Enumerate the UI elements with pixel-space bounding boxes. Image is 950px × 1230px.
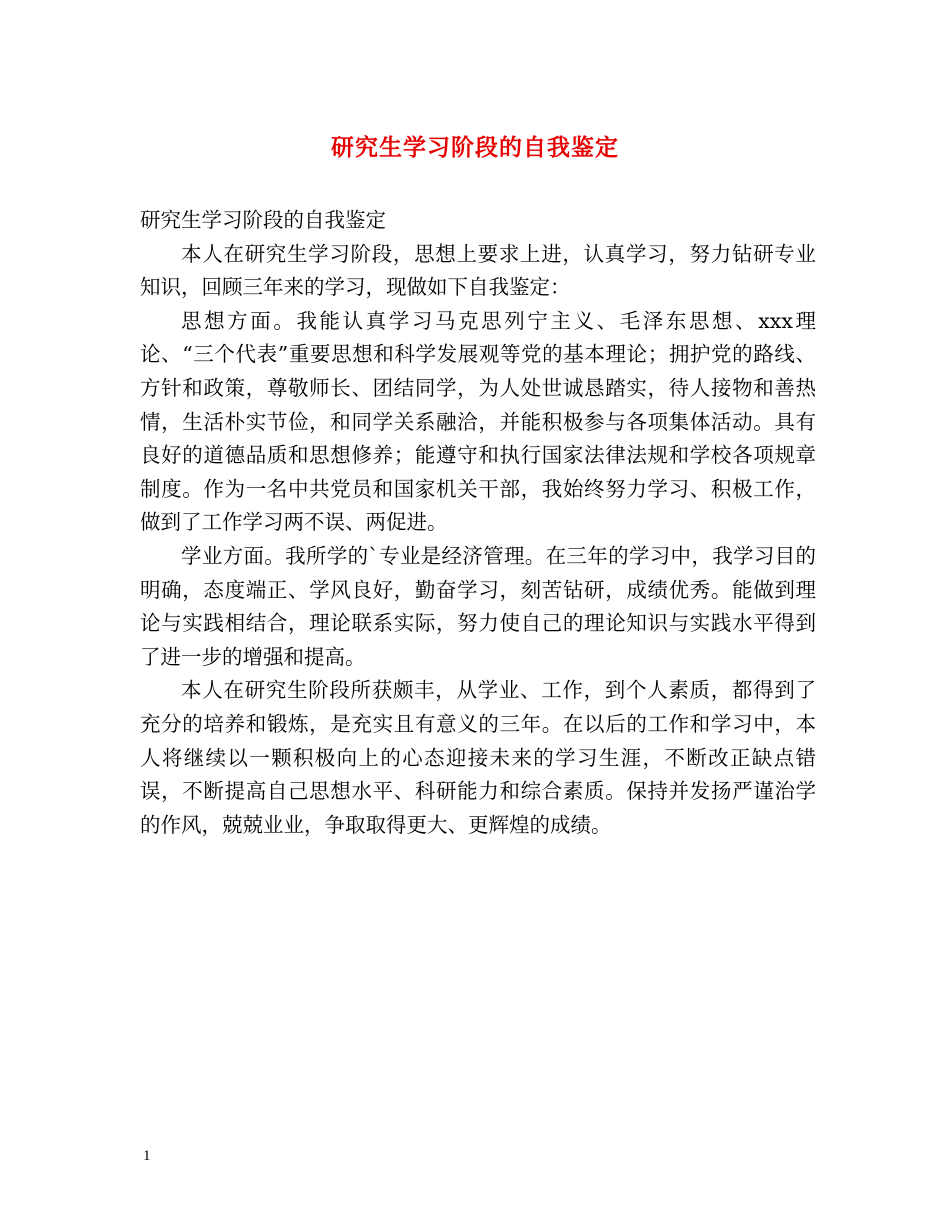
document-body: [140, 204, 816, 842]
paragraph-academics: 学业方面。我所学的`专业是经济管理。在三年的学习中，我学习目的明确，态度端正、学风良好，勤奋学习，刻苦钻研，成绩优秀。能做到理论与实践相结合，理论联系实际，努力使自己的理论知识与实践水平得到了进一步的增强和提高。: [140, 543, 816, 669]
document-title: 研究生学习阶段的自我鉴定: [331, 134, 619, 161]
paragraph-ideology: 思想方面。我能认真学习马克思列宁主义、毛泽东思想、xxx理论、“三个代表”重要思想和科学发展观等党的基本理论；拥护党的路线、方针和政策，尊敬师长、团结同学，为人处世诚恳踏实，待人接物和善热情，生活朴实节俭，和同学关系融洽，并能积极参与各项集体活动。具有良好的道德品质和思想修养；能遵守和执行国家法律法规和学校各项规章制度。作为一名中共党员和国家机关干部，我始终努力学习、积极工作，做到了工作学习两不误、两促进。: [140, 308, 816, 535]
paragraph-intro: 本人在研究生学习阶段，思想上要求上进，认真学习，努力钻研专业知识，回顾三年来的学习，现做如下自我鉴定：: [140, 241, 816, 300]
page-number: 1: [143, 1148, 151, 1164]
document-subtitle: 研究生学习阶段的自我鉴定: [140, 208, 386, 232]
paragraph-conclusion: 本人在研究生阶段所获颇丰，从学业、工作，到个人素质，都得到了充分的培养和锻炼，是充实且有意义的三年。在以后的工作和学习中，本人将继续以一颗积极向上的心态迎接未来的学习生涯，不断改正缺点错误，不断提高自己思想水平、科研能力和综合素质。保持并发扬严谨治学的作风，兢兢业业，争取取得更大、更辉煌的成绩。: [140, 678, 816, 837]
